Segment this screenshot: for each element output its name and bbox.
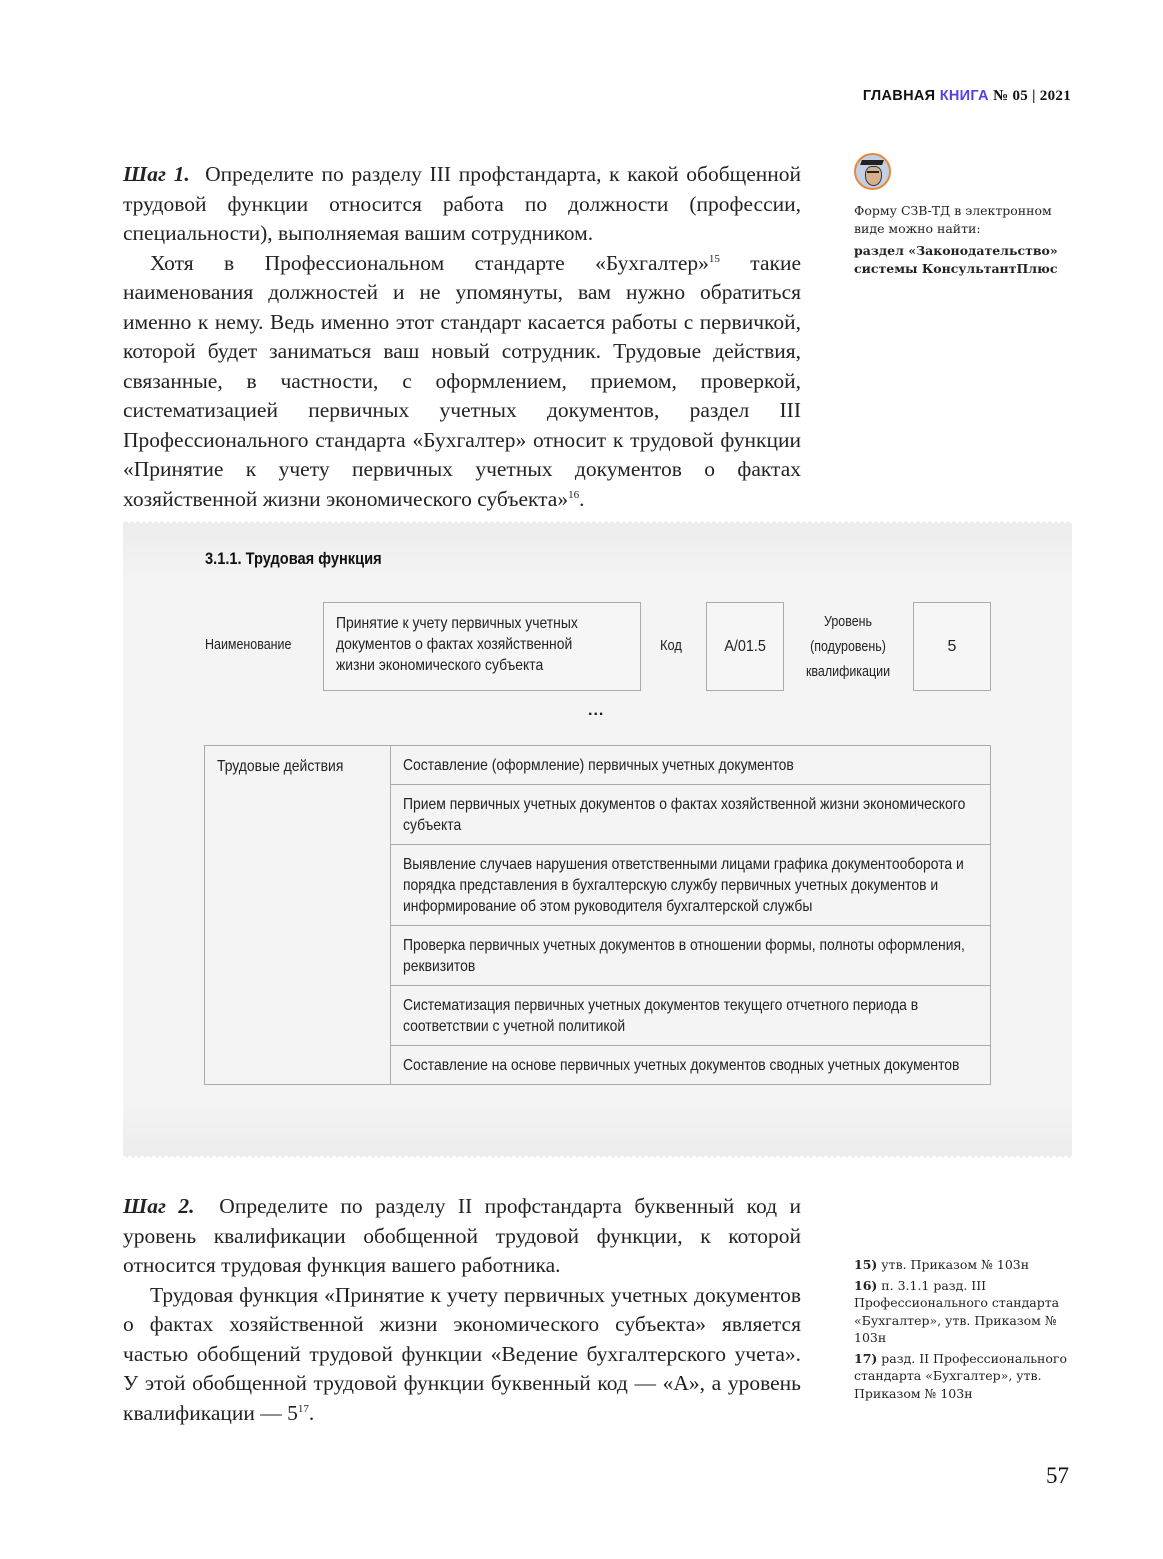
action-text: Прием первичных учетных документов о фактах хозяйственной жизни экономического субъекта [403,796,966,834]
step1-section [123,160,801,514]
profstandard-excerpt [123,521,1072,1158]
page-number: 57 [1046,1463,1069,1488]
explanation-text: Хотя в Профессиональном стандарте «Бухгалтер» [150,250,709,275]
action-cell [391,785,991,845]
step1-text: Определите по разделу III профстандарта, к какой обобщенной трудовой функции относится работа по должности (профессии, специальности), выполняемая вашим сотрудником. [123,162,802,245]
footnote-ref-17[interactable]: 17 [297,1402,309,1415]
step2-label: Шаг 2. [123,1194,195,1218]
footnote-number: 17) [854,1350,878,1366]
footnote-ref-15[interactable]: 15 [708,252,720,265]
level-value: 5 [947,637,957,655]
actions-header: Трудовые действия [217,758,344,775]
step2-section [123,1192,801,1428]
action-cell [391,746,991,785]
level-box [913,602,991,691]
explanation-text: такие наименования должностей и не упомянуты, вам нужно обратиться именно к нему. Ведь именно этот стандарт касается работы с первичкой, которой будет заниматься ваш новый сотрудник. Трудовые действия, связанные, в частности, с оформлением, приемом, проверкой, систематизацией первичных учетных документов, раздел III Профессионального стандарта «Бухгалтер» относит к трудовой функции «Принятие к учету первичных учетных документов о фактах хозяйственной жизни экономического субъекта» [123,250,801,511]
level-label-line: Уровень [823,614,873,630]
code-value: А/01.5 [724,637,766,655]
action-cell [391,1046,991,1085]
action-cell [391,986,991,1046]
footnote-number: 16) [854,1277,878,1293]
sidebar-note-link[interactable]: раздел «Законодательство» системы КонсультантПлюс [854,243,1058,276]
step2-paragraph [123,1192,801,1281]
level-label-line: квалификации [805,664,891,680]
torn-edge-top [123,521,1072,526]
footnote-17 [854,1350,1079,1403]
function-name-box [323,602,641,691]
level-label-line: (подуровень) [810,639,886,655]
issue-number: № 05 | 2021 [993,88,1071,104]
excerpt-title: 3.1.1. Трудовая функция [205,549,382,568]
magazine-name: ГЛАВНАЯ [862,88,936,104]
footnote-15 [854,1256,1079,1274]
function-name-line: Принятие к учету первичных учетных [336,615,578,632]
professor-avatar-icon [854,153,891,190]
level-label [793,610,903,685]
action-cell [391,845,991,926]
punctuation: . [579,486,585,511]
footnote-text: п. 3.1.1 разд. III Профессионального стандарта «Бухгалтер», утв. Приказом № 103н [854,1277,1060,1345]
table-row [205,746,991,785]
running-header [863,88,1071,105]
punctuation: . [308,1400,315,1425]
omission-ellipsis: ... [588,702,605,719]
actions-header-cell [205,746,391,1085]
action-text: Проверка первичных учетных документов в отношении формы, полноты оформления, реквизитов [403,937,965,975]
action-text: Составление на основе первичных учетных документов сводных учетных документов [403,1057,960,1074]
footnotes [854,1256,1079,1405]
footnote-16 [854,1277,1079,1347]
function-name-line: жизни экономического субъекта [336,657,544,674]
footnote-ref-16[interactable]: 16 [568,488,580,501]
code-label: Код [660,637,682,654]
name-label: Наименование [205,637,292,653]
step1-explanation [123,249,801,515]
footnote-text: утв. Приказом № 103н [881,1257,1030,1272]
action-cell [391,926,991,986]
footnote-number: 15) [854,1257,878,1272]
function-name-line: документов о фактах хозяйственной [336,636,573,653]
action-text: Составление (оформление) первичных учетных документов [403,757,794,774]
explanation-text: Трудовая функция «Принятие к учету первичных учетных документов о фактах хозяйственной жизни экономического субъекта» является частью обобщений трудовой функции «Ведение бухгалтерского учета». У этой обобщенной трудовой функции буквенный код — «А», а уровень квалификации — 5 [123,1282,801,1425]
labor-actions-table [204,745,991,1085]
step1-label: Шаг 1. [123,162,190,186]
code-box [706,602,784,691]
step2-explanation [123,1281,801,1429]
step2-text: Определите по разделу II профстандарта буквенный код и уровень квалификации обобщенной трудовой функции, к которой относится трудовая функция вашего работника. [123,1194,801,1277]
action-text: Выявление случаев нарушения ответственными лицами графика документооборота и порядка представления в бухгалтерскую службу первичных учетных документов и информирование об этом руководителя бухгалтерской службы [403,856,964,915]
torn-edge-bottom [123,1153,1072,1158]
sidebar-note-text: Форму СЗВ-ТД в электронном виде можно найти: [854,203,1052,236]
step1-paragraph [123,160,801,249]
action-text: Систематизация первичных учетных документов текущего отчетного периода в соответствии с учетной политикой [403,997,919,1035]
magazine-name-accent: КНИГА [939,88,989,104]
footnote-text: разд. II Профессионального стандарта «Бухгалтер», утв. Приказом № 103н [854,1350,1067,1401]
sidebar-note [854,153,1079,278]
